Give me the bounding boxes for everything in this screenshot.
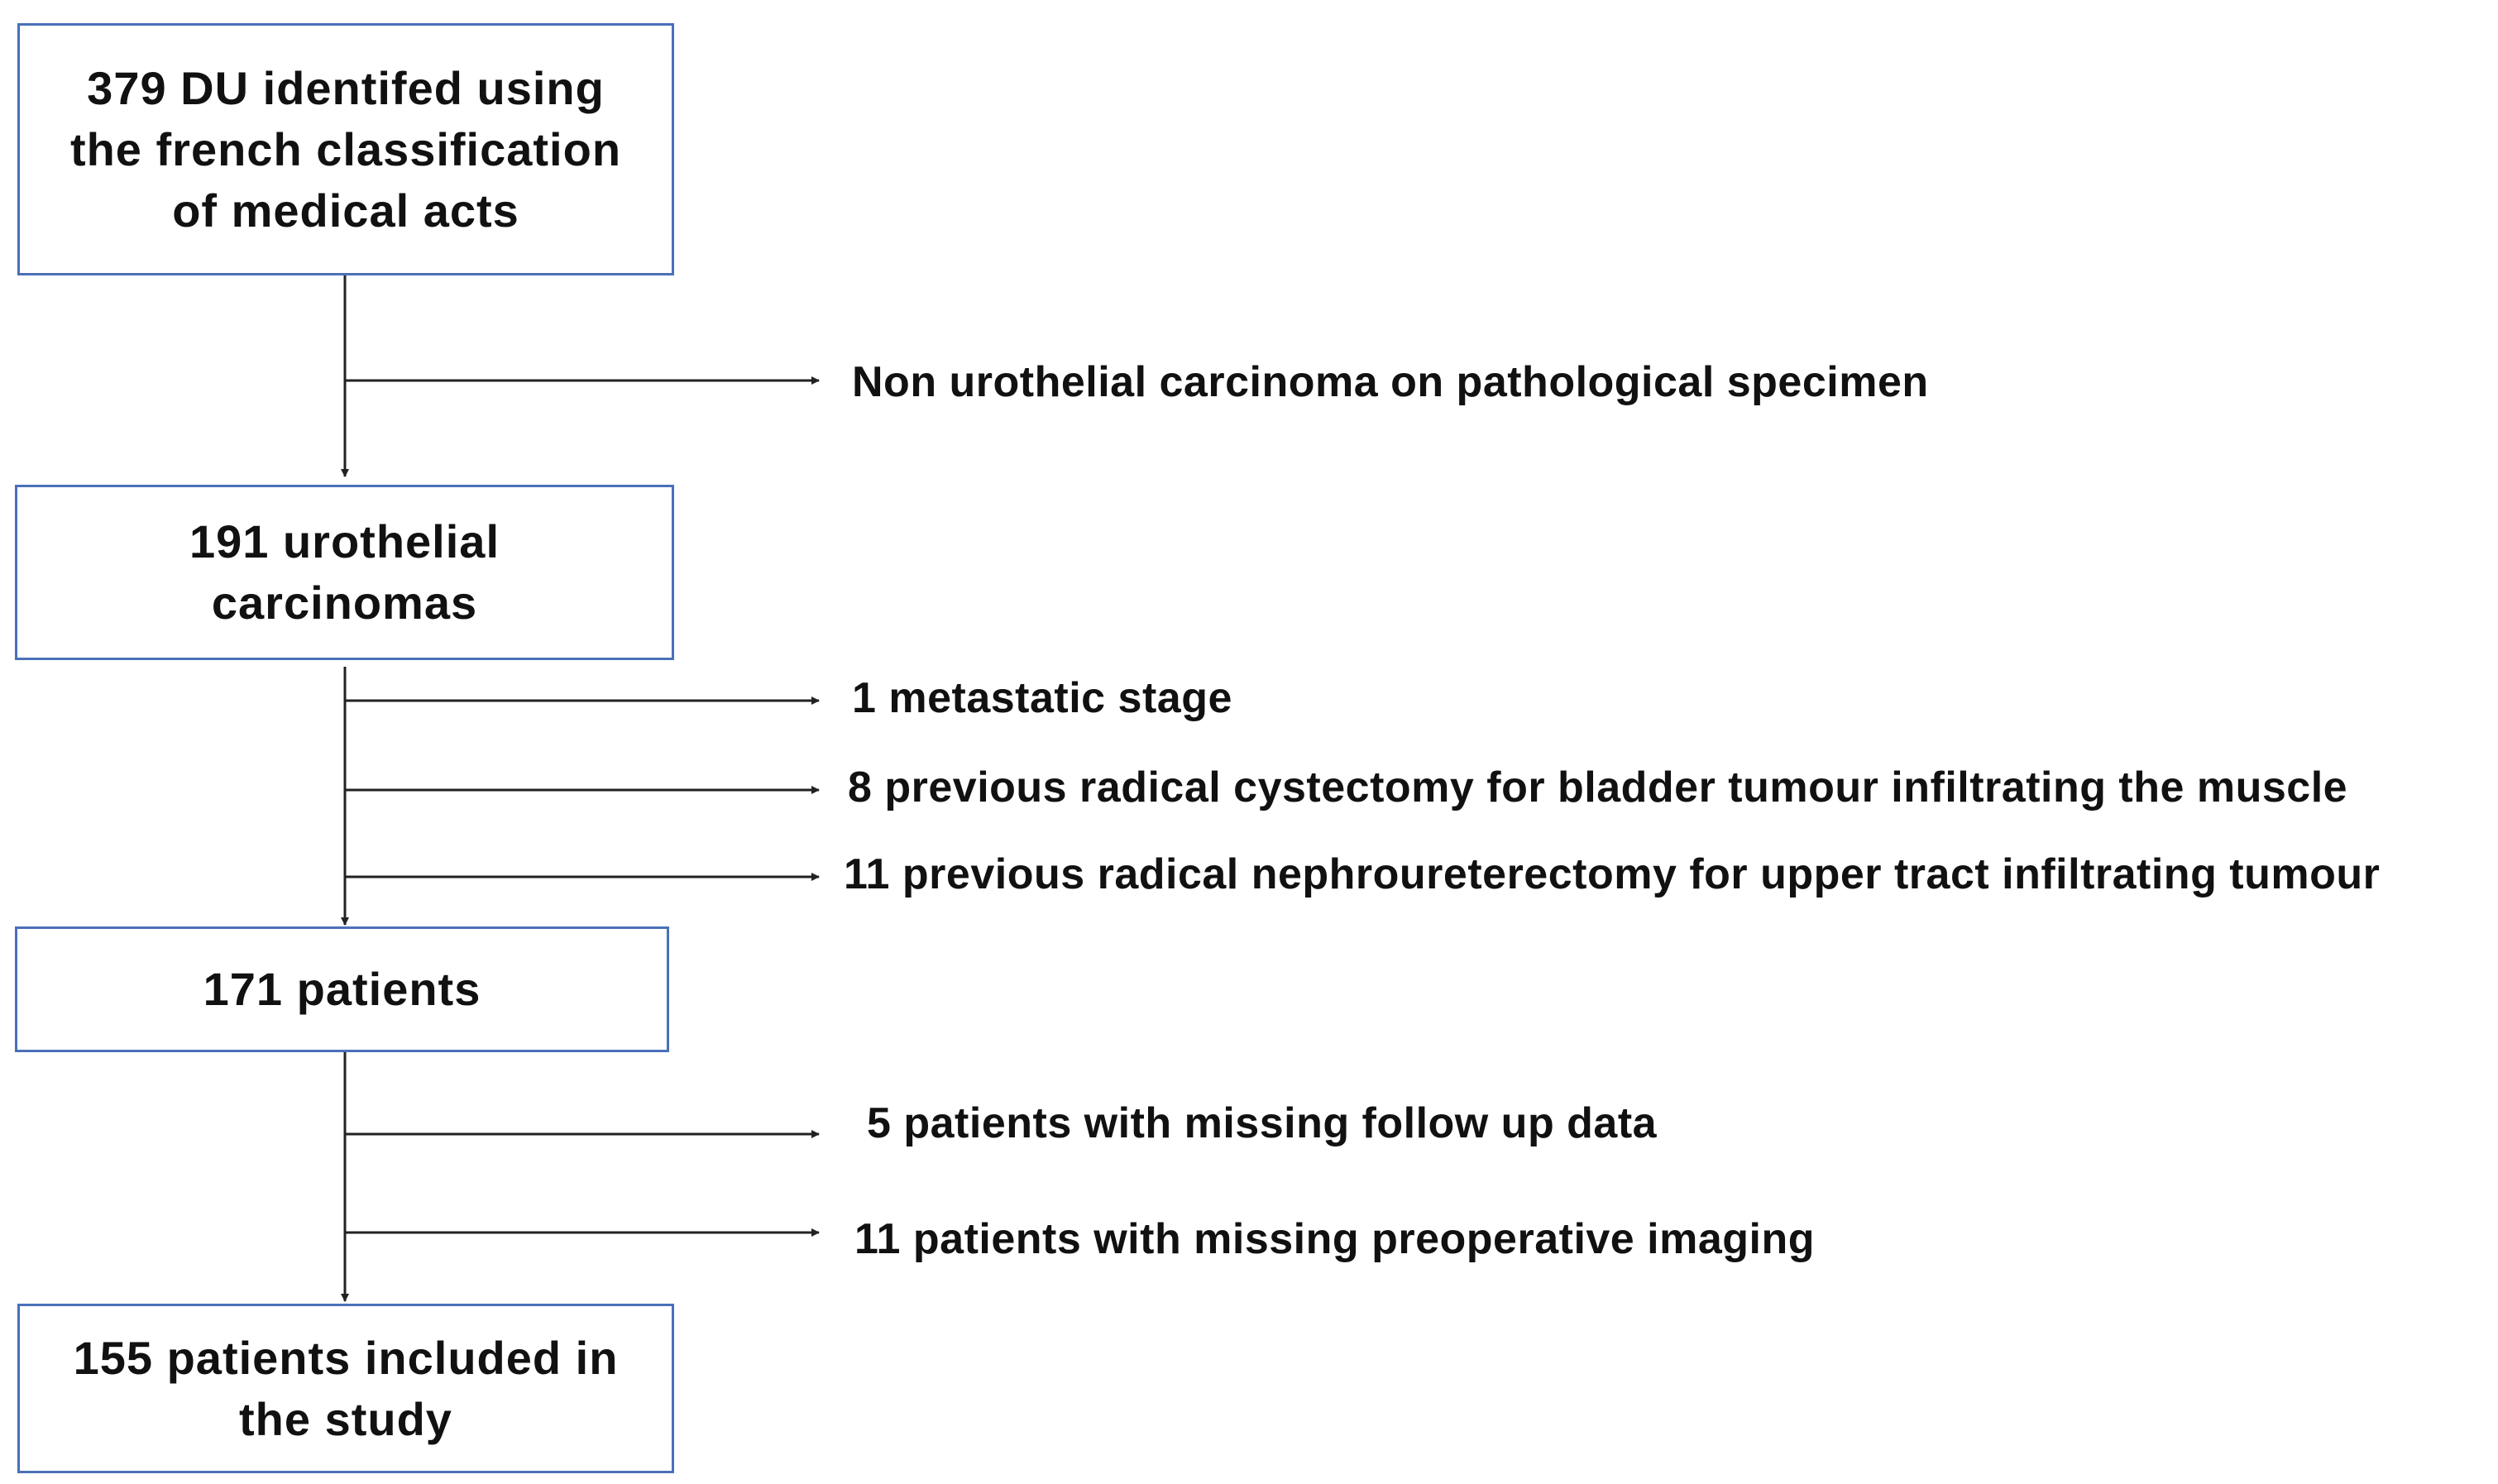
exclusion-label-missing-imaging: 11 patients with missing preoperative imaging	[854, 1215, 1816, 1263]
exclusion-label-non-urothelial: Non urothelial carcinoma on pathological specimen	[852, 358, 1929, 406]
identified-box-text: 379 DU identifed using the french classification of medical acts	[69, 61, 622, 237]
exclusion-label-missing-follow-up: 5 patients with missing follow up data	[867, 1099, 1658, 1147]
urothelial-box-text: 191 urothelial carcinomas	[189, 515, 500, 629]
patients-box	[15, 926, 669, 1052]
included-box-text: 155 patients included in the study	[73, 1331, 619, 1445]
exclusion-label-metastatic: 1 metastatic stage	[852, 674, 1232, 722]
exclusion-label-cystectomy: 8 previous radical cystectomy for bladder tumour infiltrating the muscle	[848, 764, 2348, 811]
identified-box	[17, 23, 674, 275]
included-box	[17, 1304, 674, 1473]
patients-box-text: 171 patients	[203, 963, 481, 1015]
exclusion-label-nephroureterectomy: 11 previous radical nephroureterectomy for upper tract infiltrating tumour	[844, 850, 2381, 898]
urothelial-box	[15, 485, 674, 660]
